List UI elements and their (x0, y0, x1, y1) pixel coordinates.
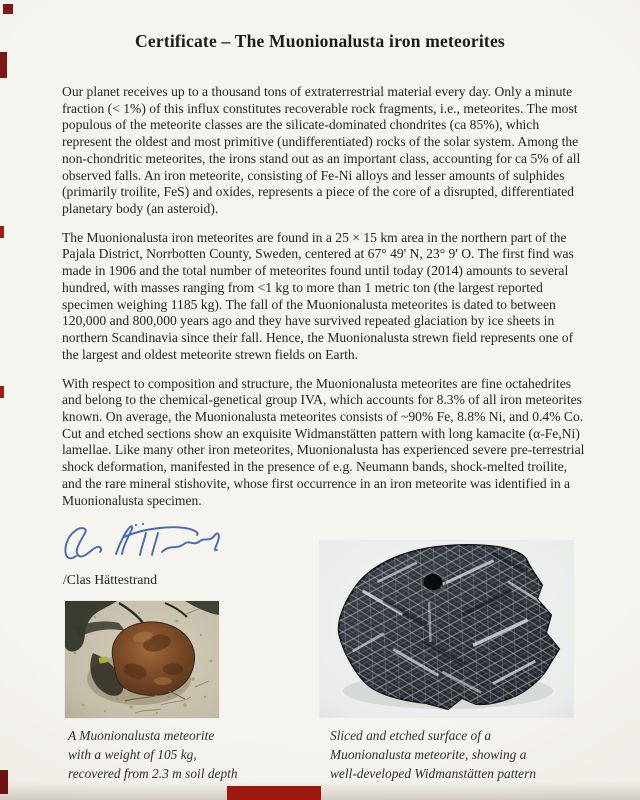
paragraph-muonionalusta-find: The Muonionalusta iron meteorites are found in a 25 × 15 km area in the northern part of the Pajala District, Norrbotten County, Sweden, centered at 67° 49' N, 23° 9' O. The first find was made in 1906 and the total number of meteorites found until today (2014) amounts to several hundred, with masses ranging from <1 kg to more than 1 metric ton (the largest reported specimen weighing 1185 kg). The fall of the Muonionalusta meteorites is dated to between 120,000 and 800,000 years ago and they have survived repeated glaciation by ice sheets in northern Scandinavia since their fall. Hence, the Muonionalusta strewn field represents one of the largest and oldest meteorite strewn fields on Earth. (62, 229, 574, 362)
meteorite-in-soil-photo (65, 601, 219, 718)
caption-line: well-developed Widmanstätten pattern (330, 766, 537, 782)
page-title: Certificate – The Muonionalusta iron meteorites (135, 31, 505, 51)
signatory-typed-name: /Clas Hättestrand (63, 572, 158, 587)
scan-mark-left-upper (0, 52, 7, 78)
scan-mark-top-left (3, 4, 13, 14)
etched-slice-photo (320, 541, 573, 717)
scan-mark-bottom-bar (227, 786, 321, 800)
scan-mark-bottom-left (0, 770, 8, 794)
paragraph-composition: With respect to composition and structure, the Muonionalusta meteorites are fine octahedrites and belong to the chemical-genetical group IVA, which accounts for 8.3% of all iron meteorites known. On average, the Muonionalusta meteorites consists of ~90% Fe, 8.8% Ni, and 0.4% Co. Cut and etched sections show an exquisite Widmanstätten pattern with long kamacite (α-Fe,Ni) lamellae. Like many other iron meteorites, Muonionalusta has experienced severe pre-terrestrial shock deformation, manifested in the presence of e.g. Neumann bands, shock-melted troilite, and the rare mineral stishovite, whose first occurrence in an iron meteorite was identified in a Muonionalusta specimen. (62, 375, 585, 508)
caption-line: Sliced and etched surface of a (330, 728, 492, 743)
paragraph-intro-meteorites: Our planet receives up to a thousand tons of extraterrestrial material every day. Only a minute fraction (< 1%) of this influx constitutes recoverable rock fragments, i.e., meteorites. The most populous of the meteorite classes are the silicate-dominated chondrites (ca 85%), which represent the oldest and most primitive (undifferentiated) rocks of the solar system. Among the non-chondritic meteorites, the irons stand out as an important class, accounting for ca 5% of all observed falls. An iron meteorite, consisting of Fe-Ni alloys and lesser amounts of sulphides (primarily troilite, FeS) and oxides, represents a piece of the core of a disrupted, differentiated planetary body (an asteroid). (62, 84, 581, 217)
caption-etched-slice (330, 726, 580, 783)
caption-line: with a weight of 105 kg, (68, 747, 197, 763)
caption-meteorite-in-soil (68, 726, 298, 783)
caption-line: recovered from 2.3 m soil depth (68, 766, 238, 782)
caption-line: Muonionalusta meteorite, showing a (330, 747, 527, 763)
caption-line: A Muonionalusta meteorite (68, 728, 215, 743)
scan-mark-left-lower (0, 386, 4, 398)
body-text (62, 84, 588, 521)
scan-mark-left-middle (0, 226, 4, 238)
signature-handwriting (58, 520, 233, 572)
